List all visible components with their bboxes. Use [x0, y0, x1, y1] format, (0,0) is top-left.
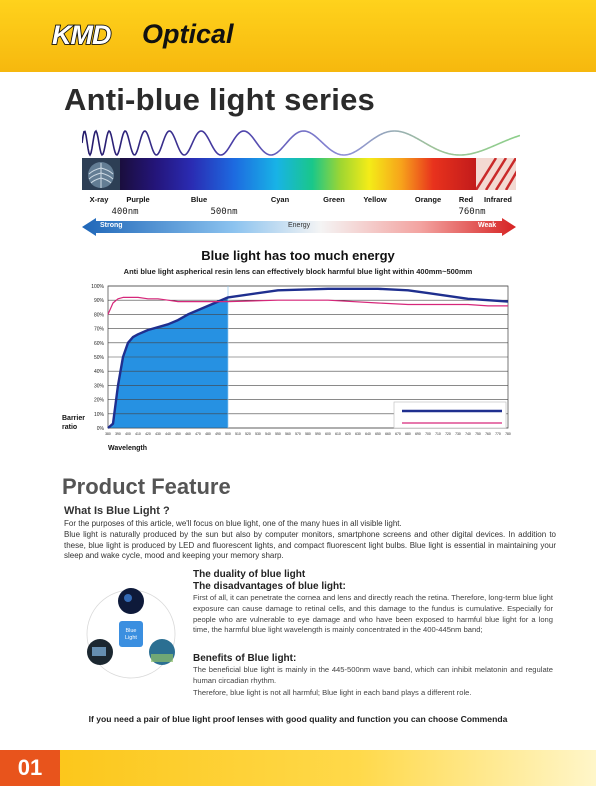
- benefits-heading: Benefits of Blue light:: [193, 653, 297, 664]
- x-tick-label: 740: [465, 432, 471, 436]
- badge-line-2: Light: [125, 635, 137, 641]
- x-tick-label: 600: [325, 432, 331, 436]
- disadvantages-heading: The disadvantages of blue light:: [193, 581, 346, 592]
- x-tick-label: 630: [355, 432, 361, 436]
- brand-name: Optical: [142, 19, 234, 49]
- band-label-green: Green: [323, 195, 345, 204]
- x-tick-label: 500: [225, 432, 231, 436]
- band-label-yellow: Yellow: [363, 195, 387, 204]
- band-label-cyan: Cyan: [270, 195, 290, 204]
- badge-line-1: Blue: [125, 628, 137, 634]
- x-tick-label: 590: [315, 432, 321, 436]
- x-tick-label: 730: [455, 432, 461, 436]
- benefits-conclusion: Therefore, blue light is not all harmful; Blue light in each band plays a different role.: [193, 688, 472, 697]
- chart-subtitle: Anti blue light aspherical resin lens can effectively block harmful blue light within 400mm~500mm: [123, 267, 473, 276]
- x-tick-label: 640: [365, 432, 371, 436]
- x-tick-label: 720: [445, 432, 451, 436]
- section-title: Product Feature: [62, 474, 231, 499]
- y-tick-label: 0%: [96, 426, 104, 432]
- x-tick-label: 620: [345, 432, 351, 436]
- wave-line: [82, 131, 520, 155]
- benefits-text: The beneficial blue light is mainly in the 445-500nm wave band, which can inhibit melatonin and regulate human circadian rhythm.: [193, 665, 553, 685]
- energy-strong-label: Strong: [100, 222, 123, 229]
- x-tick-label: 420: [145, 432, 151, 436]
- footer-band: [0, 750, 596, 786]
- energy-weak-label: Weak: [478, 222, 497, 229]
- y-tick-label: 40%: [93, 369, 104, 376]
- y-tick-label: 90%: [93, 298, 104, 305]
- nm-mark: 760nm: [458, 207, 486, 217]
- kmd-logo: [50, 20, 136, 48]
- x-tick-label: 650: [375, 432, 381, 436]
- x-tick-label: 450: [175, 432, 181, 436]
- spectrum-bar: [82, 158, 516, 190]
- y-tick-label: 20%: [93, 397, 104, 404]
- barrier-ratio-chart: [56, 280, 526, 458]
- x-tick-label: 480: [205, 432, 211, 436]
- band-label-infrared: Infrared: [484, 195, 512, 204]
- x-axis-label: Wavelength: [108, 445, 148, 452]
- y-tick-label: 30%: [93, 383, 104, 390]
- band-label-red: Red: [458, 195, 474, 204]
- x-tick-label: 410: [135, 432, 141, 436]
- intro-paragraph: For the purposes of this article, we'll focus on blue light, one of the many hues in all visible light.: [64, 519, 402, 528]
- closing-statement: If you need a pair of blue light proof lenses with good quality and function you can choose Commenda: [88, 714, 508, 724]
- band-label-blue: Blue: [190, 195, 208, 204]
- x-tick-label: 470: [195, 432, 201, 436]
- x-tick-label: 400: [125, 432, 131, 436]
- intro-paragraph: Blue light is naturally produced by the sun but also by computer monitors, smartphone screens and other digital devices. In addition to these, blue light is produced by LED and fluorescent lights, and compact fluorescent light bulbs. Blue light is essential in maintaining your sleep and wake cycle, mood and keeping your memory sharp.: [64, 529, 556, 561]
- x-tick-label: 520: [245, 432, 251, 436]
- x-tick-label: 530: [255, 432, 261, 436]
- y-axis-label: Barrier: [62, 415, 85, 422]
- wavelength-wave: [82, 128, 520, 158]
- legend-box: [394, 402, 506, 428]
- xray-thumbnail-icon: [82, 158, 120, 190]
- chart-title: Blue light has too much energy: [201, 248, 395, 263]
- x-tick-label: 550: [275, 432, 281, 436]
- page-number: 01: [17, 755, 43, 780]
- y-tick-label: 100%: [91, 284, 104, 290]
- y-tick-label: 60%: [93, 340, 104, 347]
- x-tick-label: 750: [475, 432, 481, 436]
- y-tick-label: 70%: [93, 326, 104, 333]
- x-tick-label: 710: [435, 432, 441, 436]
- page-title: Anti-blue light series: [64, 82, 375, 117]
- x-tick-label: 780: [505, 432, 511, 436]
- x-tick-label: 760: [485, 432, 491, 436]
- x-tick-label: 540: [265, 432, 271, 436]
- x-tick-label: 510: [235, 432, 241, 436]
- x-tick-label: 700: [425, 432, 431, 436]
- y-tick-label: 80%: [93, 312, 104, 319]
- band-label-purple: Purple: [126, 195, 150, 204]
- duality-heading: The duality of blue light: [193, 569, 306, 580]
- x-tick-label: 680: [405, 432, 411, 436]
- y-tick-label: 50%: [93, 355, 104, 361]
- infrared-thumbnail-icon: [476, 158, 516, 190]
- energy-label: Energy: [288, 222, 311, 229]
- logo-text: KMD: [52, 20, 111, 48]
- nm-mark: 500nm: [210, 207, 238, 217]
- x-tick-label: 690: [415, 432, 421, 436]
- x-tick-label: 460: [185, 432, 191, 436]
- blue-light-sources-illustration: [80, 584, 182, 684]
- x-tick-label: 610: [335, 432, 341, 436]
- x-tick-label: 560: [285, 432, 291, 436]
- x-tick-label: 660: [385, 432, 391, 436]
- what-is-blue-light-heading: What Is Blue Light ?: [64, 505, 170, 517]
- x-tick-label: 580: [305, 432, 311, 436]
- blue-light-badge: [119, 621, 143, 647]
- x-tick-label: 440: [165, 432, 171, 436]
- disadvantages-text: First of all, it can penetrate the cornea and lens and directly reach the retina. Therefore, long-term blue light exposure can cause damage to retinal cells, and this damage to the fundus is cumulative. Especially for people who are vulnerable to eye damage and who have been exposed to harmful blue light for a long time, the harmful blue light wavelength is mainly concentrated in the 400-445nm band;: [193, 593, 553, 635]
- nm-mark: 400nm: [111, 207, 139, 217]
- x-tick-label: 380: [105, 432, 111, 436]
- y-axis-label-line2: ratio: [62, 424, 78, 431]
- night-phone-photo: [118, 588, 144, 614]
- y-tick-label: 10%: [93, 411, 104, 418]
- intro-text: [64, 519, 556, 562]
- band-label-orange: Orange: [414, 195, 442, 204]
- x-tick-label: 490: [215, 432, 221, 436]
- band-label-xray: X-ray: [89, 195, 109, 204]
- x-tick-label: 390: [115, 432, 121, 436]
- x-tick-label: 670: [395, 432, 401, 436]
- x-tick-label: 770: [495, 432, 501, 436]
- x-tick-label: 570: [295, 432, 301, 436]
- x-tick-label: 430: [155, 432, 161, 436]
